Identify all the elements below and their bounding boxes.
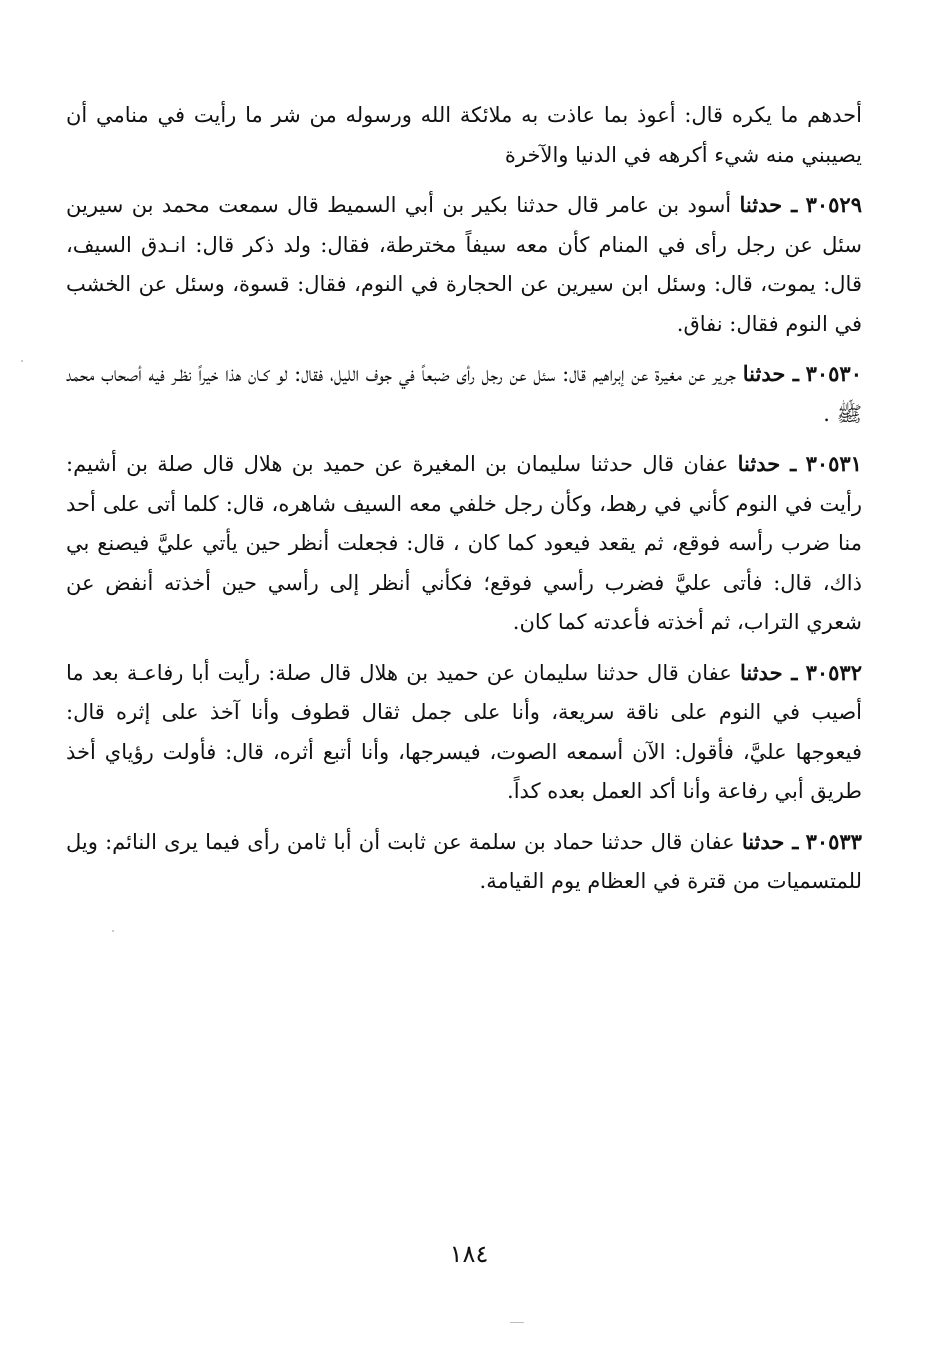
hadith-number: ٣٠٥٣٠ [805,361,862,386]
hadith-number: ٣٠٥٢٩ [805,192,862,217]
book-page-text [66,96,862,912]
hadith-lead: ـ حدثنا [742,361,799,386]
paragraph-continuation [66,96,862,175]
hadith-lead: ـ حدثنا [741,828,799,854]
hadith-text: عفان قال حدثنا حماد بن سلمة عن ثابت أن أبا ثامن رأى فيما يرى النائم: ويل للمتسميات من قترة في العظام يوم القيامة. [66,829,862,893]
hadith-number: ٣٠٥٣١ [805,451,862,476]
hadith-number: ٣٠٥٣٢ [805,659,862,685]
hadith-lead: ـ حدثنا [739,192,798,217]
scan-speck [510,1322,524,1323]
page-number: ١٨٤ [449,1240,489,1268]
hadith-30531 [66,444,862,643]
hadith-lead: ـ حدثنا [737,451,797,476]
scan-speck [21,360,23,362]
hadith-number: ٣٠٥٣٣ [805,828,862,854]
paragraph-text: أحدهم ما يكره قال: أعوذ بما عاذت به ملائكة الله ورسوله من شر ما رأيت في منامي أن يصيبني منه شيء أكرهه في الدنيا والآخرة [66,103,863,167]
hadith-text: عفان قال حدثنا سليمان عن حميد بن هلال قال صلة: رأيت أبا رفاعـة بعد ما أصيب في النوم على ناقة سريعة، وأنا على جمل ثقال قطوف وأنا آخذ على إثره قال: فيعوجها عليَّ، فأقول: الآن أسمعه الصوت، فيسرجها، وأنا أتبع أثره، قال: فأولت رؤياي أخذ طريق أبي رفاعة وأنا أكد العمل بعده كداً. [66,660,862,803]
hadith-30529 [66,185,862,344]
hadith-text: جرير عن مغيرة عن إبراهيم قال: سئل عن رجل رأى ضبعاً في جوف الليل، فقال: لو كـان هذا خيراً نظـر فيه أصحاب محمد ﷺ . [66,362,862,426]
hadith-30533 [66,822,862,902]
hadith-30530 [66,354,862,434]
scan-speck [112,930,114,932]
hadith-text: أسود بن عامر قال حدثنا بكير بن أبي السميط قال سمعت محمد بن سيرين سئل عن رجل رأى في المنام كأن معه سيفاً مخترطة، فقال: ولد ذكر قال: انـدق السيف، قال: يموت، قال: وسئل ابن سيرين عن الحجارة في النوم، فقال: قسوة، وسئل عن الخشب في النوم فقال: نفاق. [66,193,862,336]
hadith-30532 [66,653,862,812]
hadith-lead: ـ حدثنا [739,659,798,685]
hadith-text: عفان قال حدثنا سليمان بن المغيرة عن حميد بن هلال قال صلة بن أشيم: رأيت في النوم كأني في رهط، وكأن رجل خلفي معه السيف شاهره، قال: كلما أتى على أحد منا ضرب رأسه فوقع، ثم يقعد فيعود كما كان ، قال: فجعلت أنظر حين يأتي عليَّ فيصنع بي ذاك، قال: فأتى عليَّ فضرب رأسي فوقع؛ فكأني أنظر إلى رأسي حين أخذته أنفض عن شعري التراب، ثم أخذته فأعدته كما كان. [66,452,862,634]
